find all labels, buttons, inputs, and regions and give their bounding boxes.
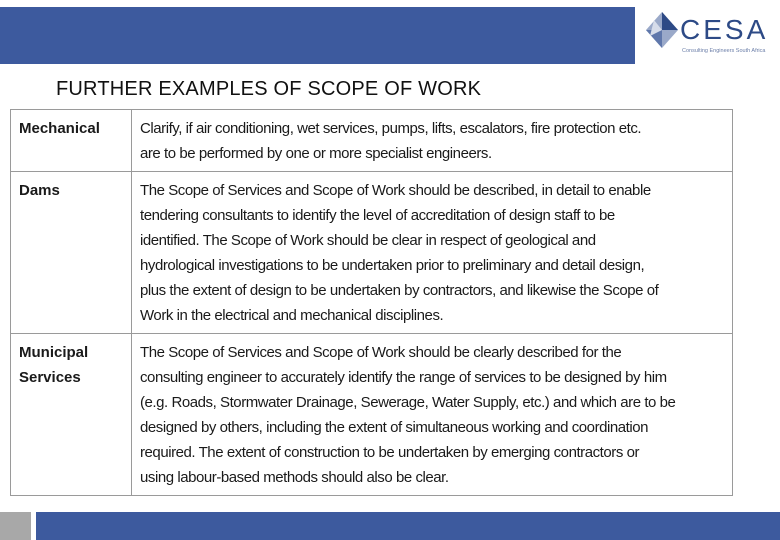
description-line: (e.g. Roads, Stormwater Drainage, Sewerage, Water Supply, etc.) and which are to be — [140, 394, 676, 411]
description-line: consulting engineer to accurately identify the range of services to be designed by him — [140, 369, 667, 386]
description-line: Clarify, if air conditioning, wet services, pumps, lifts, escalators, fire protection etc. — [140, 120, 642, 137]
table-row — [11, 334, 733, 496]
description-line: are to be performed by one or more specialist engineers. — [140, 145, 492, 162]
description-line: identified. The Scope of Work should be clear in respect of geological and — [140, 232, 596, 249]
description-line: The Scope of Services and Scope of Work should be clearly described for the — [140, 344, 622, 361]
description-line: The Scope of Services and Scope of Work should be described, in detail to enable — [140, 182, 651, 199]
row-description — [132, 334, 733, 496]
row-description — [132, 172, 733, 334]
cesa-logo — [644, 8, 776, 56]
row-description — [132, 110, 733, 172]
category-line: Municipal — [19, 344, 89, 361]
description-line: using labour-based methods should also be clear. — [140, 469, 449, 486]
row-category: Mechanical — [11, 110, 132, 172]
footer-gray-block — [0, 512, 31, 540]
cesa-logo-tagline: Consulting Engineers South Africa — [682, 48, 766, 54]
cesa-logo-word: CESA — [680, 14, 769, 45]
scope-table — [10, 109, 733, 496]
header-band — [0, 7, 635, 64]
row-category — [11, 334, 132, 496]
row-category: Dams — [11, 172, 132, 334]
description-line: plus the extent of design to be undertaken by contractors, and likewise the Scope of — [140, 282, 659, 299]
table-row — [11, 172, 733, 334]
description-line: Work in the electrical and mechanical disciplines. — [140, 307, 444, 324]
table-row — [11, 110, 733, 172]
footer-band — [36, 512, 780, 540]
description-line: tendering consultants to identify the level of accreditation of design staff to be — [140, 207, 615, 224]
page-title: FURTHER EXAMPLES OF SCOPE OF WORK — [56, 78, 482, 100]
description-line: designed by others, including the extent of simultaneous working and coordination — [140, 419, 649, 436]
category-line: Services — [19, 369, 81, 386]
description-line: hydrological investigations to be undertaken prior to preliminary and detail design, — [140, 257, 645, 274]
cesa-logo-mark-icon — [644, 10, 680, 50]
description-line: required. The extent of construction to be undertaken by emerging contractors or — [140, 444, 640, 461]
